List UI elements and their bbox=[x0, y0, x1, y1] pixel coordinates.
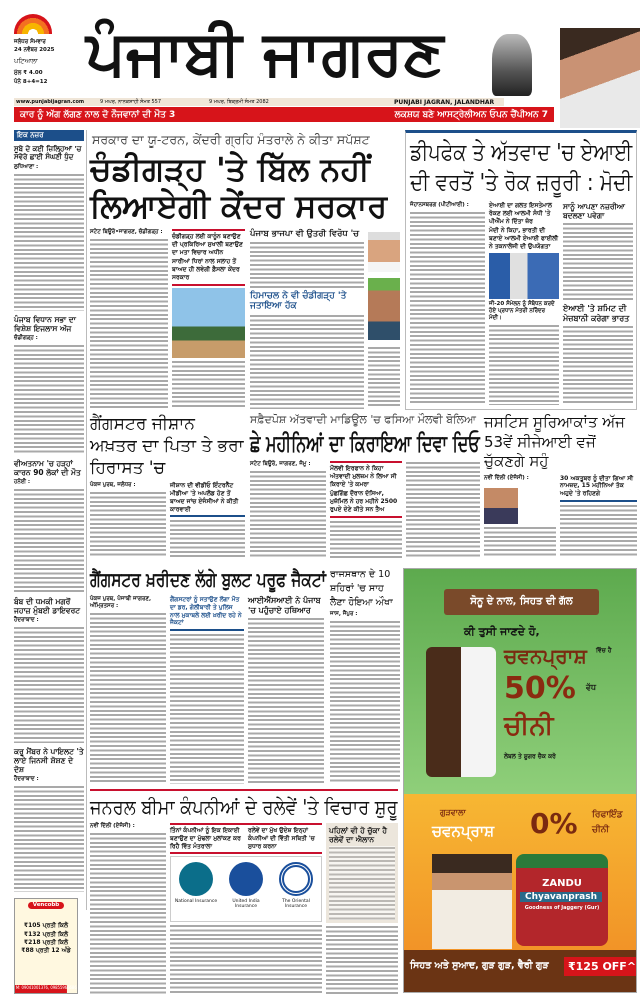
ad-cheeni: ਚੀਨੀ bbox=[504, 711, 554, 741]
suryakant-photo bbox=[484, 484, 518, 524]
lead-headline-line2: ਲਿਆਏਗੀ ਕੇਂਦਰ ਸਰਕਾਰ bbox=[90, 187, 388, 225]
lead-body bbox=[172, 360, 245, 409]
chyawanprash-ad[interactable] bbox=[403, 568, 637, 993]
ad-pack bbox=[516, 854, 608, 946]
ad-refined: ਰਿਫਾਇੰਡ bbox=[592, 810, 623, 820]
modi-sidebar-title[interactable]: ਸਾਨੂੰ ਆਪਣਾ ਨਜ਼ਰੀਆ ਬਦਲਣਾ ਪਵੇਗਾ bbox=[563, 202, 625, 220]
modi-headline-line1: ਡੀਪਫੇਕ ਤੇ ਅੱਤਵਾਦ 'ਚ ਏਆਈ bbox=[410, 138, 633, 166]
gangster-byline: ਪੰਕਜ ਪੁਰਥ, ਜਲੰਧਰ : bbox=[90, 482, 136, 489]
brief-dateline: ਚੰਡੀਗੜ੍ਹ : bbox=[14, 335, 38, 341]
insurance-side-box bbox=[326, 823, 398, 923]
modi-photo bbox=[489, 253, 559, 299]
jakhar-photo bbox=[368, 232, 400, 272]
maulvi-byline: ਸਟੇਟ ਬਿਊਰੋ, ਜਾਗਰਣ, ਜੰਮੂ : bbox=[250, 461, 311, 467]
lead-bullet: ਸਾਰੀਆਂ ਧਿਰਾਂ ਨਾਲ ਸਲਾਹ ਤੋਂ ਬਾਅਦ ਹੀ ਲਵੇਗੀ ਫ਼ੈਸਲਾ ਕੇਂਦਰ ਸਰਕਾਰ bbox=[172, 258, 240, 281]
brief-dateline: ਹੈਦਰਾਬਾਦ : bbox=[14, 776, 39, 782]
brief-title[interactable]: ਵੀਅਤਨਾਮ 'ਚ ਹੜ੍ਹਾਂ ਕਾਰਨ 90 ਲੋਕਾਂ ਦੀ ਮੌਤ bbox=[14, 459, 81, 477]
ad-sign: ਸੋਨੂ ਦੇ ਨਾਲ, ਸਿਹਤ ਦੀ ਗੱਲ bbox=[444, 589, 599, 615]
logo-label: United India Insurance bbox=[232, 899, 260, 910]
logo-label: The Oriental Insurance bbox=[282, 899, 310, 910]
vencobb-ad[interactable] bbox=[14, 898, 78, 994]
insurance-headline[interactable]: ਜਨਰਲ ਬੀਮਾ ਕੰਪਨੀਆਂ ਦੇ ਰਲੇਵੇਂ 'ਤੇ ਵਿਚਾਰ ਸ਼ੁਰੂ bbox=[90, 795, 398, 819]
jackets-body bbox=[90, 612, 166, 784]
ticker-bar bbox=[14, 107, 554, 122]
dateline-bar bbox=[14, 98, 504, 106]
ad-vadh: ਵੱਧ bbox=[586, 683, 597, 692]
ad-label-check: ਲੇਬਲ ਤੇ ਸ਼ੂਗਰ ਚੈਕ ਕਰੋ bbox=[504, 753, 556, 760]
national-insurance-logo-icon bbox=[179, 862, 213, 896]
insurance-bullet: ਤਿੰਨਾਂ ਕੰਪਨੀਆਂ ਨੂੰ ਇਕ ਇਕਾਈ ਬਣਾਉਣ ਦਾ ਮੁੱਢਲਾ ਮੁਲਾਂਕਣ ਕਰ ਰਿਹੈ ਵਿੱਤ ਮੰਤਰਾਲਾ bbox=[170, 827, 241, 850]
maulvi-body bbox=[330, 520, 402, 558]
ad-brand: ZANDU bbox=[542, 878, 582, 889]
price-line: ₹88 ਪ੍ਰਤੀ 12 ਅੰਡੇ bbox=[21, 946, 71, 954]
lead-headline[interactable] bbox=[90, 151, 400, 225]
ad-pack-name: Chyavanprash bbox=[520, 892, 602, 902]
lead-byline: ਸਟੇਟ ਬਿਊਰੋ•ਜਾਗਰਣ, ਚੰਡੀਗੜ੍ਹ : bbox=[90, 229, 163, 235]
insurance-side-title[interactable]: ਪਹਿਲਾਂ ਵੀ ਹੋ ਚੁੱਕਾ ਹੈ ਰਲੇਵੇਂ ਦਾ ਐਲਾਨ bbox=[329, 826, 387, 844]
ad-model-photo bbox=[432, 854, 512, 949]
modi-sidebar-title[interactable]: ਏਆਈ 'ਤੇ ਸ਼ਮਿਟ ਦੀ ਮੇਜ਼ਬਾਨੀ ਕਰੇਗਾ ਭਾਰਤ bbox=[563, 303, 630, 323]
insurance-body bbox=[326, 925, 398, 995]
insurance-body bbox=[90, 832, 166, 995]
ticker-right[interactable]: ਲਕਸ਼ਯ ਬਣੇ ਆਸਟ੍ਰੇਲੀਅਨ ਓਪਨ ਚੈਂਪੀਅਨ 7 bbox=[394, 109, 548, 120]
brief-dateline: ਲੁਧਿਆਣਾ : bbox=[14, 163, 39, 170]
issue-day: ਜਲੰਧਰ ਸੋਮਵਾਰ bbox=[14, 39, 46, 45]
brief bbox=[14, 315, 84, 455]
jackets-body bbox=[170, 633, 244, 784]
brief-body bbox=[14, 626, 84, 743]
ad-tagline: ਸਿਹਤ ਅਤੇ ਸੁਆਦ, ਗੁੜ ਗੁੜ, ਵੈਰੀ ਗੁੜ bbox=[410, 960, 549, 971]
oriental-insurance-logo-icon bbox=[279, 862, 313, 896]
united-india-logo-icon bbox=[229, 862, 263, 896]
modi-caption: ਜੀ-20 ਸੰਮੇਲਨ ਨੂੰ ਸੰਬੋਧਨ ਕਰਦੇ ਹੋਏ ਪ੍ਰਧਾਨ ਮੰਤਰੀ ਨਰਿੰਦਰ ਮੋਦੀ। bbox=[489, 300, 555, 321]
jackets-headline[interactable]: ਗੈਂਗਸਟਰ ਖ਼ਰੀਦਣ ਲੱਗੇ ਬੁਲਟ ਪਰੂਫ ਜੈਕਟਾਂ bbox=[90, 569, 326, 591]
jackets-box: ਗੈਂਗਸਟਰਾਂ ਨੂੰ ਸਤਾਉਣ ਲੱਗਾ ਮੌਤ ਦਾ ਡਰ, ਗੋਲੀਬਾਰੀ ਤੇ ਪੁਲਿਸ ਨਾਲ ਮੁਕਾਬਲੇ ਲਈ ਖ਼ਰੀਦ ਰਹੇ ਨੇ ਜੈਕਟਾਂ bbox=[170, 596, 244, 631]
insurance-bullet: ਰਲੇਵੇਂ ਦਾ ਮੁੱਖ ਉਦੇਸ਼ ਇਨ੍ਹਾਂ ਕੰਪਨੀਆਂ ਦੀ ਵਿੱਤੀ ਸਥਿਤੀ 'ਚ ਸੁਧਾਰ ਕਰਨਾ bbox=[248, 827, 315, 850]
brief bbox=[14, 747, 84, 892]
briefs-label: ਇਕ ਨਜ਼ਰ bbox=[14, 130, 84, 141]
trophy-photo bbox=[492, 34, 532, 96]
brief bbox=[14, 597, 84, 743]
gangster-headline[interactable]: ਗੈਂਗਸਟਰ ਜੀਸ਼ਾਨ ਅਖ਼ਤਰ ਦਾ ਪਿਤਾ ਤੇ ਭਰਾ ਹਿਰਾਸਤ 'ਚ bbox=[90, 414, 244, 479]
modi-headline-line2: ਦੀ ਵਰਤੋਂ 'ਤੇ ਰੋਕ ਜ਼ਰੂਰੀ : ਮੋਦੀ bbox=[410, 168, 633, 196]
cji-byline: ਨਵੀਂ ਦਿੱਲੀ (ਏਜੰਸੀ) : bbox=[484, 474, 529, 481]
publisher: PUNJABI JAGRAN, JALANDHAR bbox=[394, 98, 495, 106]
sub-body bbox=[250, 314, 364, 409]
lead-kicker: ਸਰਕਾਰ ਦਾ ਯੂ-ਟਰਨ, ਕੇਂਦਰੀ ਗ੍ਰਹਿ ਮੰਤਰਾਲੇ ਨੇ ਕੀਤਾ ਸਪੱਸ਼ਟ bbox=[92, 132, 370, 147]
ad-zero: 0% bbox=[530, 807, 578, 840]
sub-headline[interactable]: ਪੰਜਾਬ ਭਾਜਪਾ ਵੀ ਉਤਰੀ ਵਿਰੋਧ 'ਚ bbox=[250, 229, 359, 239]
brief-title[interactable]: ਬੰਬ ਦੀ ਧਮਕੀ ਮਗਰੋਂ ਜਹਾਜ਼ ਮੁੰਬਈ ਡਾਇਵਰਟ bbox=[14, 597, 81, 615]
lead-body bbox=[368, 346, 400, 408]
ad-jar-photo bbox=[426, 647, 496, 777]
modi-headline[interactable] bbox=[410, 137, 632, 197]
cji-headline[interactable]: ਜਸਟਿਸ ਸੂਰਿਆਕਾਂਤ ਅੱਜ 53ਵੇਂ ਸੀਜੇਆਈ ਵਜੋਂ ਚੁੱਕਣਗੇ ਸਹੁੰ bbox=[484, 413, 625, 470]
sub-body bbox=[250, 241, 364, 288]
edition: ਪਟਿਆਲਾ bbox=[14, 56, 38, 65]
gangster-body bbox=[170, 519, 245, 558]
vencobb-logo: Vencobb bbox=[28, 902, 64, 909]
modi-body bbox=[489, 324, 559, 405]
brief bbox=[14, 459, 84, 593]
brief-dateline: ਹਨੋਈ : bbox=[14, 479, 31, 485]
gangster-body bbox=[90, 491, 166, 558]
ad-offer[interactable]: ₹125 OFF^ bbox=[564, 957, 636, 976]
maulvi-bullet: ਪੁੱਛਗਿੱਛ ਦੌਰਾਨ ਦੱਸਿਆ, ਮੁਜ਼ੱਮਿਲ ਨੇ ਹਰ ਮਹੀਨੇ 2500 ਰੁਪਏ ਦੇਣੇ ਕੀਤੇ ਸਨ ਤੈਅ bbox=[330, 490, 398, 513]
logo-label: National Insurance bbox=[174, 899, 218, 905]
masthead-title: ਪੰਜਾਬੀ ਜਾਗਰਣ bbox=[86, 16, 444, 89]
maulvi-bullet: ਮੌਲਵੀ ਇਰਫਾਨ ਨੇ ਕਿਹਾ ਅੱਤਵਾਦੀ ਮੁਲਜ਼ਮ ਨੇ ਲਿਆ ਸੀ ਕਿਰਾਏ 'ਤੇ ਕਮਰਾ bbox=[330, 465, 397, 488]
gangster-box: ਜੀਸ਼ਾਨ ਦੀ ਵੀਡੀਓ ਇੰਟਰਨੈੱਟ ਮੀਡੀਆ 'ਤੇ ਅਪਲੋਡ ਹੋਣ ਤੋਂ ਬਾਅਦ ਜਾਂਚ ਏਜੰਸੀਆਂ ਨੇ ਕੀਤੀ ਕਾਰਵਾਈ bbox=[170, 482, 245, 517]
insurance-byline: ਨਵੀਂ ਦਿੱਲੀ (ਏਜੰਸੀ) : bbox=[90, 823, 135, 829]
lead-bullet: ਚੰਡੀਗੜ੍ਹ ਲਈ ਕਾਨੂੰਨ ਬਣਾਉਣ ਦੀ ਪ੍ਰਕਿਰਿਆ ਸੁਖਾਲੀ ਬਣਾਉਣ ਦਾ ਮਤਾ ਵਿਚਾਰ ਅਧੀਨ bbox=[172, 233, 243, 256]
lead-headline-line1: ਚੰਡੀਗੜ੍ਹ 'ਤੇ ਬਿੱਲ ਨਹੀਂ bbox=[90, 150, 370, 188]
brief-body bbox=[14, 785, 84, 892]
modi-body bbox=[410, 211, 485, 405]
jackets-byline: ਪੰਕਜ ਪੁਰਥ, ਪੰਜਾਬੀ ਜਾਗਰਣ, ਅੰਮ੍ਰਿਤਸਰ : bbox=[90, 596, 152, 609]
maulvi-body bbox=[406, 461, 480, 558]
rajasthan-byline: ਜਾਸ, ਜੈਪੁਰ : bbox=[330, 611, 358, 618]
ad-percent: 50% bbox=[504, 671, 576, 706]
brief-title[interactable]: ਕਰੂ ਮੈਂਬਰ ਨੇ ਪਾਇਲਟ 'ਤੇ ਲਾਏ ਜਿਨਸੀ ਸ਼ੋਸ਼ਣ ਦੇ ਦੋਸ਼ bbox=[14, 747, 84, 774]
price-line: ₹132 ਪ੍ਰਤੀ ਕਿਲੋ bbox=[23, 930, 69, 938]
brief bbox=[14, 145, 84, 311]
sub-headline[interactable]: ਹਿਮਾਚਲ ਨੇ ਵੀ ਚੰਡੀਗੜ੍ਹ 'ਤੇ ਜਤਾਇਆ ਹੱਕ bbox=[250, 290, 347, 312]
isi-headline[interactable]: ਆਈਐੱਸਆਈ ਨੇ ਪੰਜਾਬ 'ਚ ਪਹੁੰਚਾਏ ਹਥਿਆਰ bbox=[248, 596, 321, 615]
price-line: ₹105 ਪ੍ਰਤੀ ਕਿਲੋ bbox=[23, 922, 69, 930]
cji-body bbox=[560, 504, 637, 558]
ad-pack-sub: Goodness of Jaggery (Gur) bbox=[524, 905, 600, 911]
modi-bullet: ਏਆਈ ਦਾ ਗਲਤ ਇਸਤੇਮਾਲ ਰੋਕਣ ਲਈ ਆਲਮੀ ਸੰਧੀ 'ਤੇ ਪੀਐੱਮ ਨੇ ਦਿੱਤਾ ਜ਼ੋਰ bbox=[489, 202, 552, 225]
cji-body bbox=[484, 526, 556, 559]
insurance-side-body bbox=[329, 846, 395, 920]
rajasthan-headline[interactable]: ਰਾਜਸਥਾਨ ਦੇ 10 ਸ਼ਹਿਰਾਂ 'ਚ ਸਾਹ ਲੈਣਾ ਹੋਇਆ ਔਖਾ bbox=[330, 569, 393, 608]
brief-title[interactable]: ਪੰਜਾਬ ਵਿਧਾਨ ਸਭਾ ਦਾ ਵਿਸ਼ੇਸ਼ ਇਜਲਾਸ ਅੱਜ bbox=[14, 315, 76, 333]
insurance-body bbox=[170, 924, 322, 995]
maulvi-headline[interactable]: ਛੇ ਮਹੀਨਿਆਂ ਦਾ ਕਿਰਾਇਆ ਦਿਵਾ ਦਿਓ bbox=[250, 431, 480, 457]
ad-hai: ਵਿੱਚ ਹੈ bbox=[596, 647, 612, 654]
ticker-left[interactable]: ਕਾਰ ਨੂੰ ਅੱਗ ਲੱਗਣ ਨਾਲ ਦੋ ਨੌਜਵਾਨਾਂ ਦੀ ਮੌਤ 3 bbox=[20, 109, 176, 120]
modi-sidebar-body bbox=[563, 222, 633, 302]
ad-phone: M: 09041001376, 09855966686 bbox=[15, 985, 67, 993]
website-link[interactable]: www.punjabijagran.com bbox=[16, 99, 85, 105]
brief-body bbox=[14, 173, 84, 311]
price: ਮੁੱਲ ₹ 4.00 bbox=[14, 70, 43, 77]
modi-bullet: ਮੋਦੀ ਨੇ ਕਿਹਾ, ਭਾਰਤੀ ਦੀ ਬਣਾਏ ਆਲਮੀ ਏਆਈ ਫਾਈਲੀ ਨੇ ਤਕਨਾਲੋਜੀ ਦੀ ਉਪਯੋਗਤਾ bbox=[489, 227, 559, 250]
sukhu-photo bbox=[368, 278, 400, 340]
modi-sidebar-body bbox=[563, 325, 633, 405]
brief-body bbox=[14, 488, 84, 593]
isi-body bbox=[248, 617, 324, 784]
ad-product: ਚਵਨਪ੍ਰਾਸ਼ bbox=[504, 644, 587, 668]
ad-question: ਕੀ ਤੁਸੀ ਜਾਣਦੇ ਹੋ, bbox=[464, 625, 540, 638]
nanakshahi-date: 9 ਮਘਰ, ਨਾਨਕਸ਼ਾਹੀ ਸੰਮਤ 557 bbox=[100, 99, 162, 105]
ad-gur-product: ਚਵਨਪ੍ਰਾਸ਼ bbox=[432, 822, 495, 840]
open-hand-monument-photo bbox=[172, 288, 245, 358]
pages: ਪੰਨੇ 8+4=12 bbox=[14, 78, 48, 85]
ad-gur: ਗੁੜਵਾਲਾ bbox=[440, 808, 466, 817]
price-line: ₹218 ਪ੍ਰਤੀ ਕਿਲੋ bbox=[23, 938, 69, 946]
logo-sunburst bbox=[14, 14, 52, 34]
rajasthan-body bbox=[330, 620, 400, 784]
maulvi-body bbox=[250, 470, 326, 558]
issue-date: 24 ਨਵੰਬਰ 2025 bbox=[14, 47, 55, 54]
lead-body bbox=[90, 238, 168, 409]
brief-body bbox=[14, 344, 84, 455]
brief-title[interactable]: ਸੂਬੇ ਦੇ ਕਈ ਜ਼ਿਲ੍ਹਿਆਂ 'ਚ ਸਵੇਰੇ ਛਾਈ ਸੰਘਣੀ ਧੁੰਦ bbox=[14, 145, 82, 162]
brief-dateline: ਹੈਦਰਾਬਾਦ : bbox=[14, 617, 39, 623]
cji-box: 30 ਅਕਤੂਬਰ ਨੂੰ ਦੀਤਾ ਗਿਆ ਸੀ ਨਾਮਜ਼ਦ, 15 ਮਹੀਨਿਆਂ ਤੱਕ ਅਹੁਦੇ 'ਤੇ ਰਹਿਣਗੇ bbox=[560, 475, 637, 502]
ad-refined2: ਚੀਨੀ bbox=[592, 825, 610, 835]
bikrami-date: 9 ਮਘਰ, ਬਿਕ੍ਰਮੀ ਸੰਮਤ 2082 bbox=[209, 99, 269, 105]
insurance-logos bbox=[170, 856, 322, 922]
modi-dateline: ਜੋਹਾਨਸਬਰਗ (ਪੀਟੀਆਈ) : bbox=[410, 202, 469, 208]
maulvi-kicker: ਸਫ਼ੈਦਪੋਸ਼ ਅੱਤਵਾਦੀ ਮਾਡਿਊਲ 'ਚ ਫਸਿਆ ਮੌਲਵੀ ਬੋਲਿਆ bbox=[250, 413, 476, 426]
player-photo bbox=[560, 28, 640, 128]
